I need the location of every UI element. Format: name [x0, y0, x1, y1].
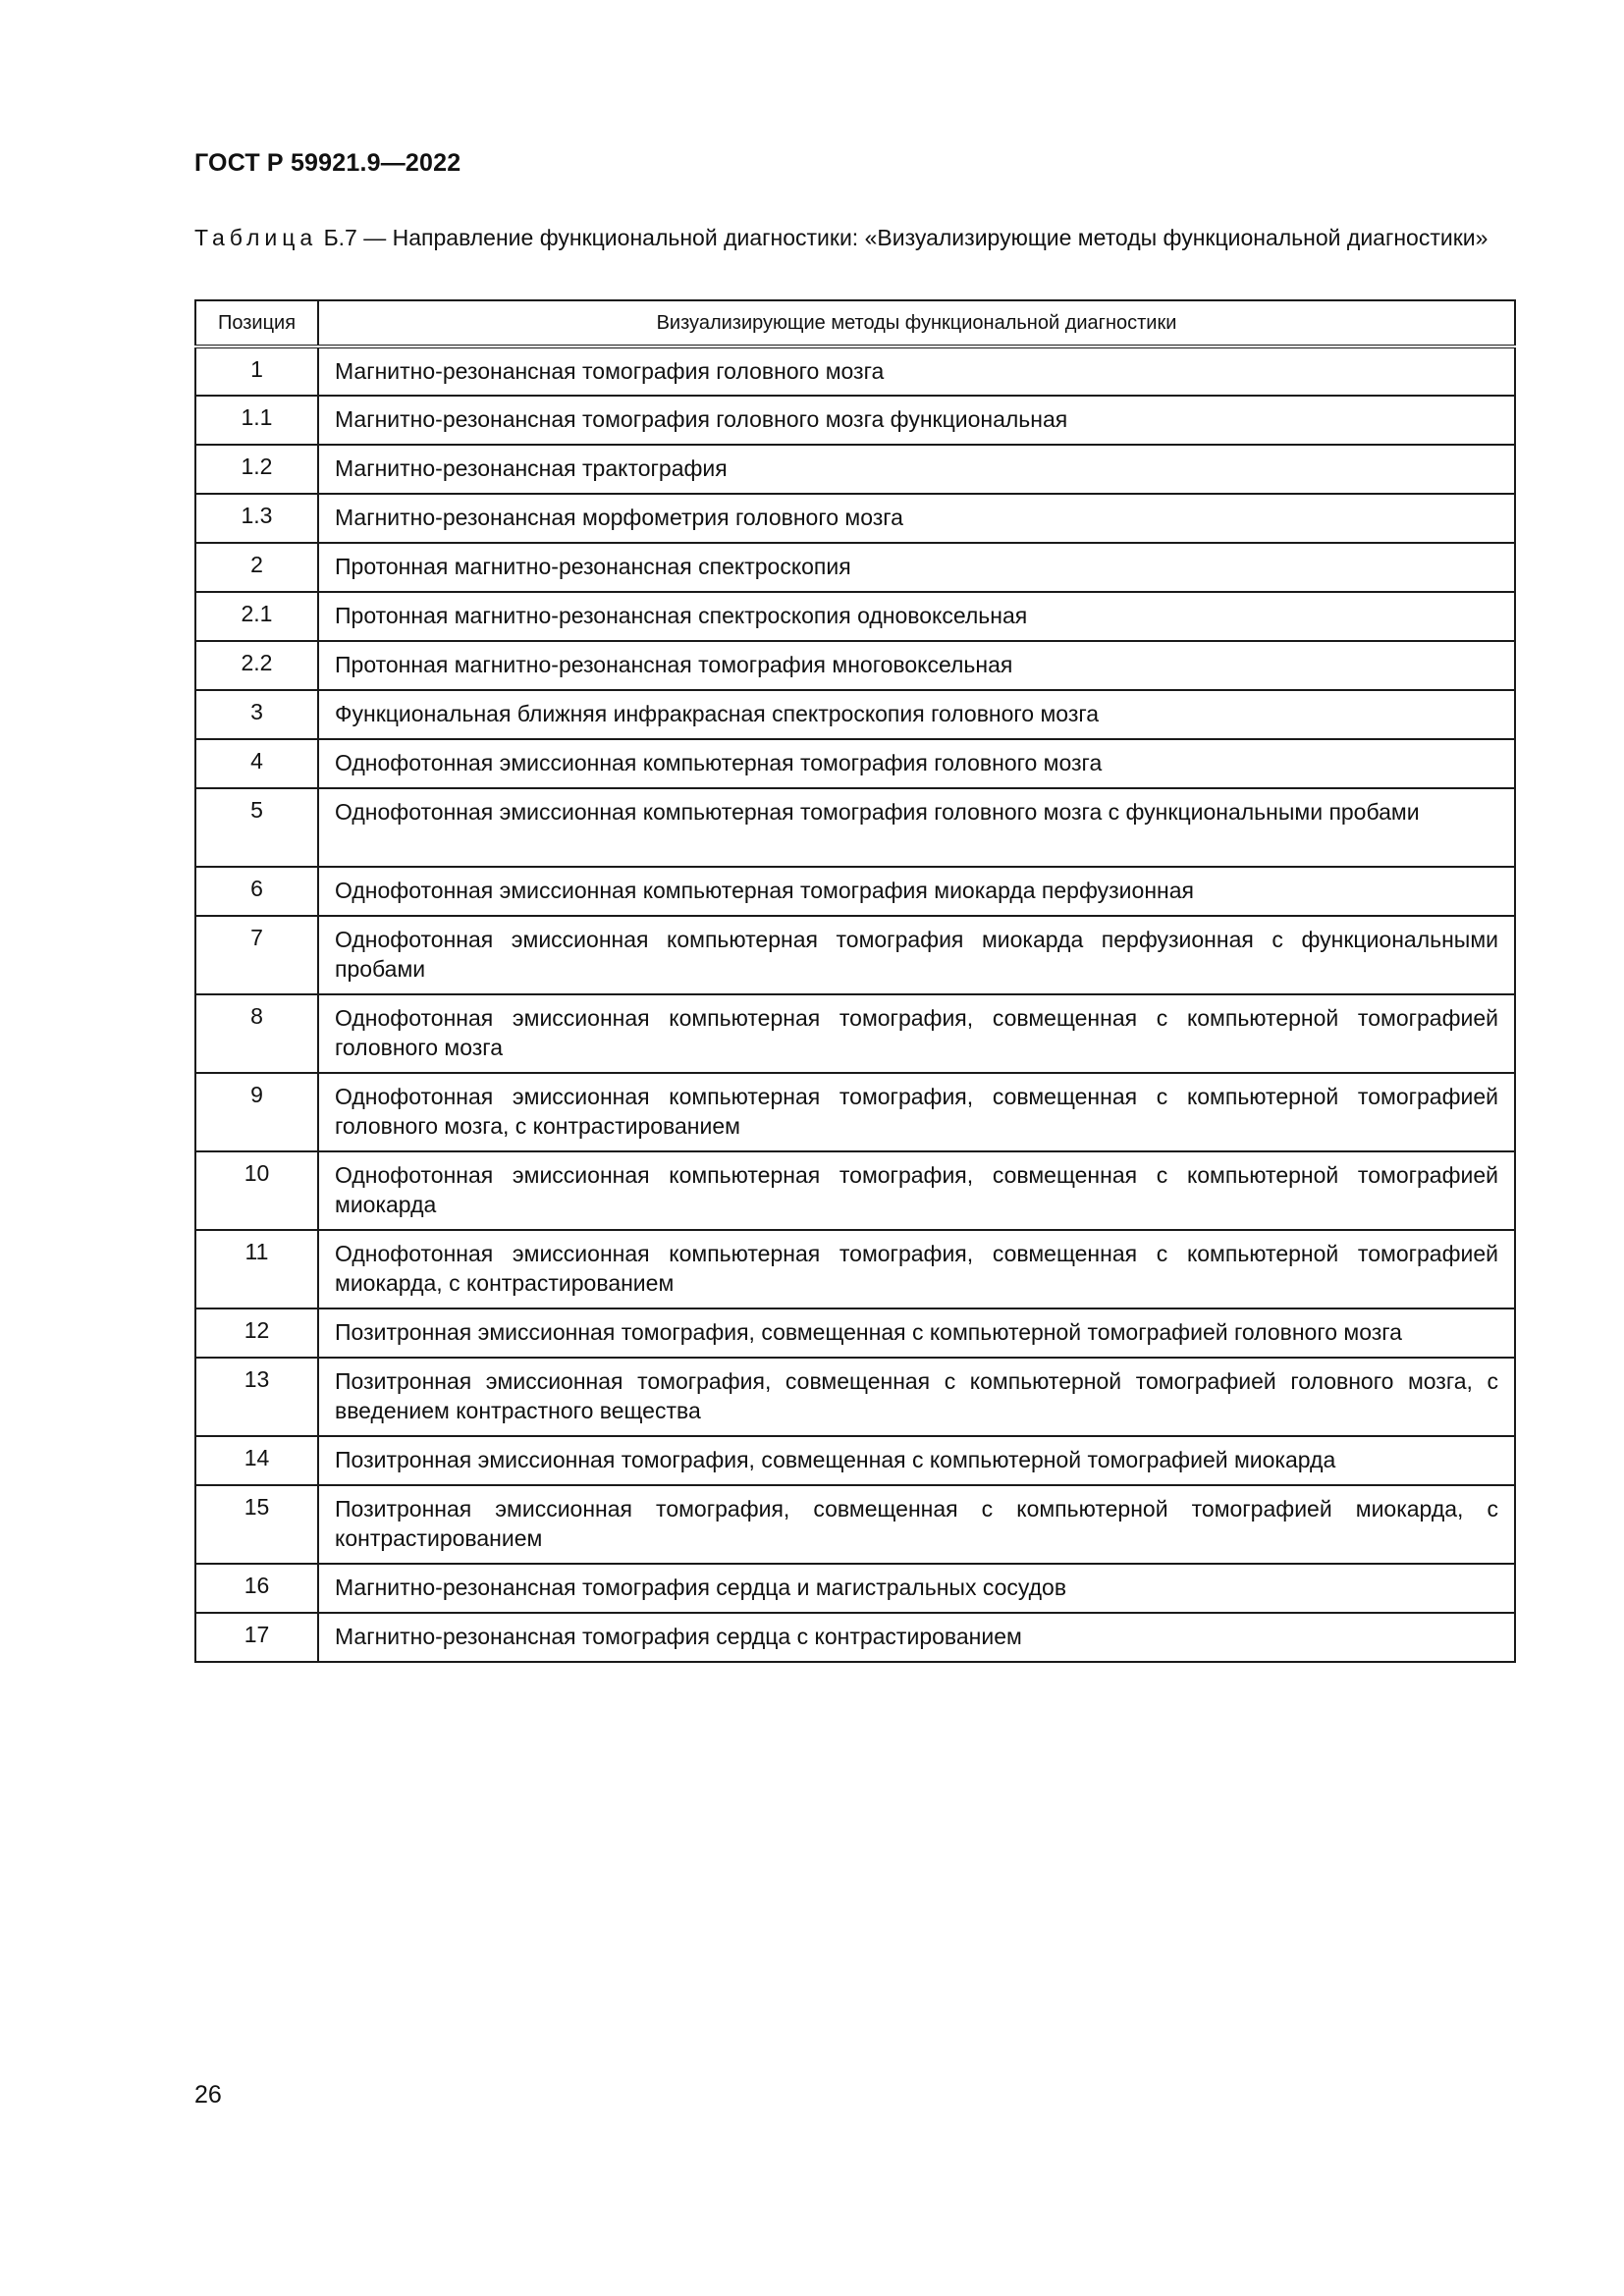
column-header-methods: Визуализирующие методы функциональной диагностики	[318, 300, 1515, 347]
row-method: Позитронная эмиссионная томография, совмещенная с компьютерной томографией миокарда	[318, 1436, 1515, 1485]
row-method: Позитронная эмиссионная томография, совмещенная с компьютерной томографией миокарда, с контрастированием	[318, 1485, 1515, 1564]
row-method: Магнитно-резонансная томография головного мозга	[318, 347, 1515, 396]
row-position: 17	[195, 1613, 318, 1662]
row-method: Магнитно-резонансная томография головного мозга функциональная	[318, 396, 1515, 445]
row-method: Протонная магнитно-резонансная томография многовоксельная	[318, 641, 1515, 690]
row-position: 5	[195, 788, 318, 867]
document-code: ГОСТ Р 59921.9—2022	[194, 149, 461, 177]
row-position: 12	[195, 1308, 318, 1358]
row-method: Протонная магнитно-резонансная спектроскопия одновоксельная	[318, 592, 1515, 641]
row-position: 4	[195, 739, 318, 788]
row-method: Функциональная ближняя инфракрасная спектроскопия головного мозга	[318, 690, 1515, 739]
table-row	[195, 494, 1515, 543]
row-method: Магнитно-резонансная томография сердца с контрастированием	[318, 1613, 1515, 1662]
row-position: 10	[195, 1151, 318, 1230]
row-position: 1.3	[195, 494, 318, 543]
row-method: Позитронная эмиссионная томография, совмещенная с компьютерной томографией головного мозга, с введением контрастного вещества	[318, 1358, 1515, 1436]
table-row	[195, 739, 1515, 788]
table-row	[195, 867, 1515, 916]
table-caption-label: Таблица	[194, 225, 318, 250]
row-position: 2.2	[195, 641, 318, 690]
row-position: 1	[195, 347, 318, 396]
row-method: Магнитно-резонансная морфометрия головного мозга	[318, 494, 1515, 543]
row-position: 8	[195, 994, 318, 1073]
row-position: 7	[195, 916, 318, 994]
table-row	[195, 1613, 1515, 1662]
table-caption-text: Б.7 — Направление функциональной диагностики: «Визуализирующие методы функциональной диагностики»	[323, 225, 1489, 250]
row-method: Однофотонная эмиссионная компьютерная томография головного мозга	[318, 739, 1515, 788]
table-caption	[194, 224, 1512, 251]
row-position: 1.2	[195, 445, 318, 494]
row-position: 6	[195, 867, 318, 916]
row-method: Протонная магнитно-резонансная спектроскопия	[318, 543, 1515, 592]
row-method: Однофотонная эмиссионная компьютерная томография, совмещенная с компьютерной томографией миокарда, с контрастированием	[318, 1230, 1515, 1308]
table-row	[195, 1230, 1515, 1308]
row-position: 11	[195, 1230, 318, 1308]
row-position: 9	[195, 1073, 318, 1151]
table-row	[195, 1308, 1515, 1358]
table-row	[195, 445, 1515, 494]
table-header-row	[195, 300, 1515, 347]
table-row	[195, 347, 1515, 396]
page-number: 26	[194, 2081, 222, 2109]
row-position: 15	[195, 1485, 318, 1564]
row-method: Магнитно-резонансная томография сердца и магистральных сосудов	[318, 1564, 1515, 1613]
row-method: Однофотонная эмиссионная компьютерная томография, совмещенная с компьютерной томографией головного мозга	[318, 994, 1515, 1073]
row-position: 1.1	[195, 396, 318, 445]
table-row	[195, 1073, 1515, 1151]
column-header-position: Позиция	[195, 300, 318, 347]
table-row	[195, 994, 1515, 1073]
row-method: Однофотонная эмиссионная компьютерная томография, совмещенная с компьютерной томографией головного мозга, с контрастированием	[318, 1073, 1515, 1151]
row-position: 2.1	[195, 592, 318, 641]
row-method: Магнитно-резонансная трактография	[318, 445, 1515, 494]
row-position: 16	[195, 1564, 318, 1613]
row-method: Однофотонная эмиссионная компьютерная томография головного мозга с функциональными пробами	[318, 788, 1515, 867]
row-position: 14	[195, 1436, 318, 1485]
table-row	[195, 1151, 1515, 1230]
row-method: Однофотонная эмиссионная компьютерная томография, совмещенная с компьютерной томографией миокарда	[318, 1151, 1515, 1230]
row-position: 3	[195, 690, 318, 739]
table-row	[195, 690, 1515, 739]
table-row	[195, 396, 1515, 445]
row-method: Однофотонная эмиссионная компьютерная томография миокарда перфузионная	[318, 867, 1515, 916]
row-position: 2	[195, 543, 318, 592]
row-position: 13	[195, 1358, 318, 1436]
row-method: Позитронная эмиссионная томография, совмещенная с компьютерной томографией головного мозга	[318, 1308, 1515, 1358]
methods-table	[194, 299, 1516, 1663]
table-row	[195, 1564, 1515, 1613]
table-row	[195, 788, 1515, 867]
table-row	[195, 543, 1515, 592]
table-row	[195, 1436, 1515, 1485]
table-row	[195, 916, 1515, 994]
table-row	[195, 641, 1515, 690]
row-method: Однофотонная эмиссионная компьютерная томография миокарда перфузионная с функциональными пробами	[318, 916, 1515, 994]
table-row	[195, 592, 1515, 641]
table-row	[195, 1485, 1515, 1564]
table-row	[195, 1358, 1515, 1436]
